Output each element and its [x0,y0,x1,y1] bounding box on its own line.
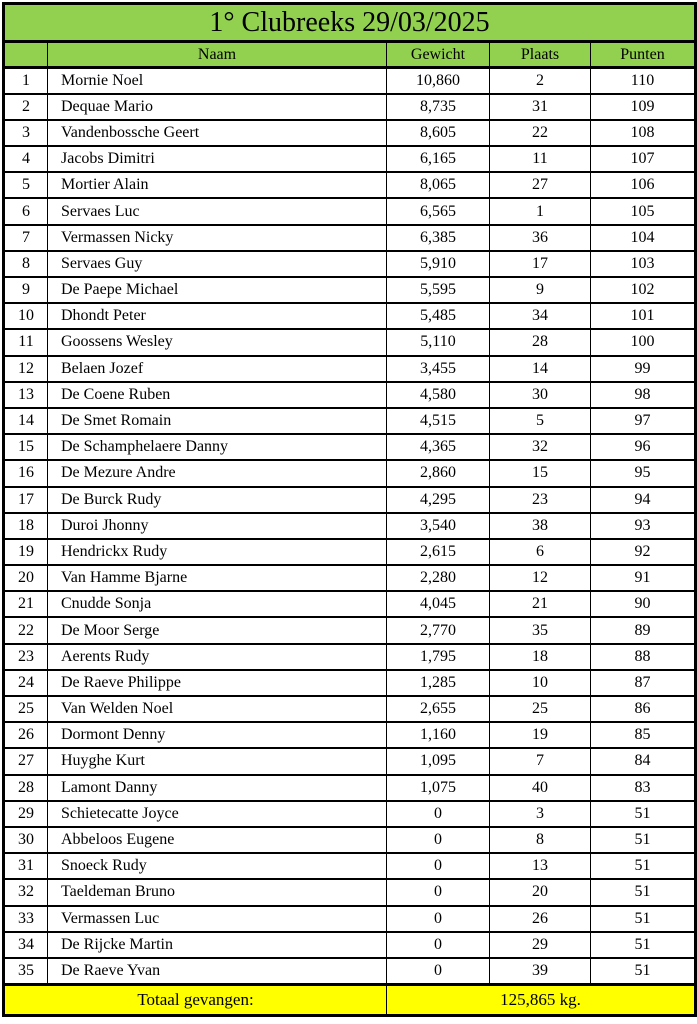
table-row [4,460,696,486]
row-rank: 6 [4,198,48,224]
row-name: Hendrickx Rudy [48,539,387,565]
row-place: 25 [490,696,591,722]
table-row [4,303,696,329]
row-rank: 8 [4,251,48,277]
row-place: 9 [490,277,591,303]
row-rank: 22 [4,617,48,643]
row-weight: 2,655 [387,696,490,722]
table-row [4,94,696,120]
row-points: 88 [591,644,696,670]
table-row [4,277,696,303]
row-weight: 4,295 [387,487,490,513]
row-rank: 15 [4,434,48,460]
row-weight: 5,110 [387,329,490,355]
row-rank: 33 [4,906,48,932]
table-row [4,251,696,277]
table-row [4,382,696,408]
row-weight: 4,515 [387,408,490,434]
row-rank: 31 [4,853,48,879]
row-rank: 24 [4,670,48,696]
row-points: 97 [591,408,696,434]
row-place: 28 [490,329,591,355]
row-name: De Burck Rudy [48,487,387,513]
row-points: 51 [591,958,696,984]
results-table [2,2,697,1017]
table-row [4,487,696,513]
row-place: 19 [490,722,591,748]
row-place: 15 [490,460,591,486]
table-row [4,827,696,853]
row-place: 32 [490,434,591,460]
results-body [4,68,696,985]
row-weight: 3,455 [387,356,490,382]
row-rank: 20 [4,565,48,591]
row-points: 101 [591,303,696,329]
row-name: Jacobs Dimitri [48,146,387,172]
row-name: De Smet Romain [48,408,387,434]
table-row [4,932,696,958]
row-weight: 6,165 [387,146,490,172]
table-row [4,775,696,801]
row-place: 26 [490,906,591,932]
row-rank: 27 [4,748,48,774]
table-row [4,198,696,224]
table-row [4,722,696,748]
row-rank: 30 [4,827,48,853]
table-row [4,801,696,827]
row-name: Vandenbossche Geert [48,120,387,146]
row-name: Mornie Noel [48,68,387,94]
row-points: 51 [591,827,696,853]
table-row [4,434,696,460]
row-rank: 14 [4,408,48,434]
row-points: 87 [591,670,696,696]
total-row [4,984,696,1015]
table-row [4,565,696,591]
row-rank: 26 [4,722,48,748]
row-points: 96 [591,434,696,460]
row-rank: 32 [4,879,48,905]
table-row [4,172,696,198]
row-weight: 1,160 [387,722,490,748]
row-name: Snoeck Rudy [48,853,387,879]
row-weight: 1,285 [387,670,490,696]
row-weight: 1,795 [387,644,490,670]
row-weight: 8,065 [387,172,490,198]
row-weight: 10,860 [387,68,490,94]
row-name: Dequae Mario [48,94,387,120]
row-rank: 13 [4,382,48,408]
row-weight: 0 [387,853,490,879]
row-name: De Raeve Philippe [48,670,387,696]
row-weight: 5,910 [387,251,490,277]
row-weight: 8,735 [387,94,490,120]
row-place: 7 [490,748,591,774]
row-points: 102 [591,277,696,303]
row-rank: 23 [4,644,48,670]
table-row [4,120,696,146]
row-points: 89 [591,617,696,643]
row-weight: 2,860 [387,460,490,486]
column-header-plaats: Plaats [490,42,591,68]
total-label: Totaal gevangen: [4,984,387,1015]
row-place: 31 [490,94,591,120]
row-rank: 7 [4,225,48,251]
page-title: 1° Clubreeks 29/03/2025 [4,4,696,42]
row-weight: 4,045 [387,591,490,617]
row-weight: 6,565 [387,198,490,224]
row-place: 5 [490,408,591,434]
table-row [4,748,696,774]
row-name: Dormont Denny [48,722,387,748]
table-row [4,696,696,722]
row-rank: 12 [4,356,48,382]
row-place: 20 [490,879,591,905]
row-rank: 9 [4,277,48,303]
row-place: 3 [490,801,591,827]
row-place: 35 [490,617,591,643]
row-place: 8 [490,827,591,853]
row-points: 100 [591,329,696,355]
row-place: 17 [490,251,591,277]
row-points: 51 [591,801,696,827]
row-points: 92 [591,539,696,565]
row-name: Duroi Jhonny [48,513,387,539]
row-points: 104 [591,225,696,251]
table-row [4,670,696,696]
row-name: Dhondt Peter [48,303,387,329]
row-points: 105 [591,198,696,224]
row-place: 18 [490,644,591,670]
row-place: 34 [490,303,591,329]
row-name: Lamont Danny [48,775,387,801]
row-points: 83 [591,775,696,801]
row-points: 106 [591,172,696,198]
row-weight: 5,595 [387,277,490,303]
row-points: 93 [591,513,696,539]
row-points: 85 [591,722,696,748]
row-weight: 0 [387,932,490,958]
row-rank: 25 [4,696,48,722]
column-header-rank [4,42,48,68]
table-row [4,513,696,539]
row-rank: 10 [4,303,48,329]
row-points: 107 [591,146,696,172]
row-points: 95 [591,460,696,486]
row-points: 99 [591,356,696,382]
row-points: 109 [591,94,696,120]
row-rank: 28 [4,775,48,801]
row-rank: 2 [4,94,48,120]
row-weight: 4,580 [387,382,490,408]
row-name: Huyghe Kurt [48,748,387,774]
row-weight: 0 [387,827,490,853]
row-points: 110 [591,68,696,94]
row-name: Vermassen Luc [48,906,387,932]
row-points: 51 [591,906,696,932]
row-place: 23 [490,487,591,513]
row-name: De Rijcke Martin [48,932,387,958]
table-row [4,225,696,251]
row-place: 22 [490,120,591,146]
row-rank: 3 [4,120,48,146]
table-row [4,906,696,932]
row-points: 94 [591,487,696,513]
total-value: 125,865 kg. [387,984,696,1015]
row-name: Belaen Jozef [48,356,387,382]
table-row [4,617,696,643]
row-name: Servaes Guy [48,251,387,277]
table-row [4,644,696,670]
row-name: De Mezure Andre [48,460,387,486]
row-weight: 2,615 [387,539,490,565]
row-place: 12 [490,565,591,591]
row-name: Taeldeman Bruno [48,879,387,905]
row-name: Servaes Luc [48,198,387,224]
table-row [4,879,696,905]
title-row [4,4,696,42]
row-place: 13 [490,853,591,879]
row-rank: 29 [4,801,48,827]
row-weight: 0 [387,879,490,905]
row-name: Mortier Alain [48,172,387,198]
row-name: Van Welden Noel [48,696,387,722]
row-name: Abbeloos Eugene [48,827,387,853]
column-header-row [4,42,696,68]
row-points: 51 [591,932,696,958]
table-row [4,68,696,94]
row-name: Schietecatte Joyce [48,801,387,827]
column-header-naam: Naam [48,42,387,68]
row-rank: 17 [4,487,48,513]
row-place: 38 [490,513,591,539]
row-points: 98 [591,382,696,408]
row-rank: 18 [4,513,48,539]
row-place: 6 [490,539,591,565]
row-place: 21 [490,591,591,617]
row-rank: 19 [4,539,48,565]
row-points: 51 [591,879,696,905]
row-weight: 6,385 [387,225,490,251]
row-weight: 5,485 [387,303,490,329]
row-weight: 0 [387,906,490,932]
row-rank: 5 [4,172,48,198]
row-weight: 4,365 [387,434,490,460]
row-rank: 16 [4,460,48,486]
row-name: De Raeve Yvan [48,958,387,984]
row-points: 84 [591,748,696,774]
table-row [4,329,696,355]
row-name: De Coene Ruben [48,382,387,408]
row-rank: 34 [4,932,48,958]
row-rank: 35 [4,958,48,984]
row-points: 91 [591,565,696,591]
row-points: 108 [591,120,696,146]
row-name: Aerents Rudy [48,644,387,670]
table-row [4,591,696,617]
table-row [4,539,696,565]
row-name: De Moor Serge [48,617,387,643]
row-place: 10 [490,670,591,696]
row-place: 30 [490,382,591,408]
row-weight: 2,770 [387,617,490,643]
row-name: Van Hamme Bjarne [48,565,387,591]
row-name: Goossens Wesley [48,329,387,355]
row-name: Vermassen Nicky [48,225,387,251]
row-weight: 8,605 [387,120,490,146]
row-points: 51 [591,853,696,879]
table-row [4,853,696,879]
row-name: Cnudde Sonja [48,591,387,617]
row-weight: 3,540 [387,513,490,539]
column-header-gewicht: Gewicht [387,42,490,68]
row-weight: 0 [387,958,490,984]
row-points: 103 [591,251,696,277]
row-name: De Schamphelaere Danny [48,434,387,460]
table-row [4,146,696,172]
row-place: 27 [490,172,591,198]
row-rank: 21 [4,591,48,617]
row-weight: 0 [387,801,490,827]
row-place: 11 [490,146,591,172]
row-place: 1 [490,198,591,224]
row-place: 40 [490,775,591,801]
row-name: De Paepe Michael [48,277,387,303]
row-points: 90 [591,591,696,617]
table-row [4,958,696,984]
row-rank: 11 [4,329,48,355]
row-points: 86 [591,696,696,722]
row-place: 39 [490,958,591,984]
table-row [4,408,696,434]
row-rank: 1 [4,68,48,94]
row-place: 36 [490,225,591,251]
row-weight: 1,095 [387,748,490,774]
row-weight: 1,075 [387,775,490,801]
row-place: 2 [490,68,591,94]
row-place: 14 [490,356,591,382]
row-weight: 2,280 [387,565,490,591]
table-row [4,356,696,382]
row-rank: 4 [4,146,48,172]
row-place: 29 [490,932,591,958]
column-header-punten: Punten [591,42,696,68]
